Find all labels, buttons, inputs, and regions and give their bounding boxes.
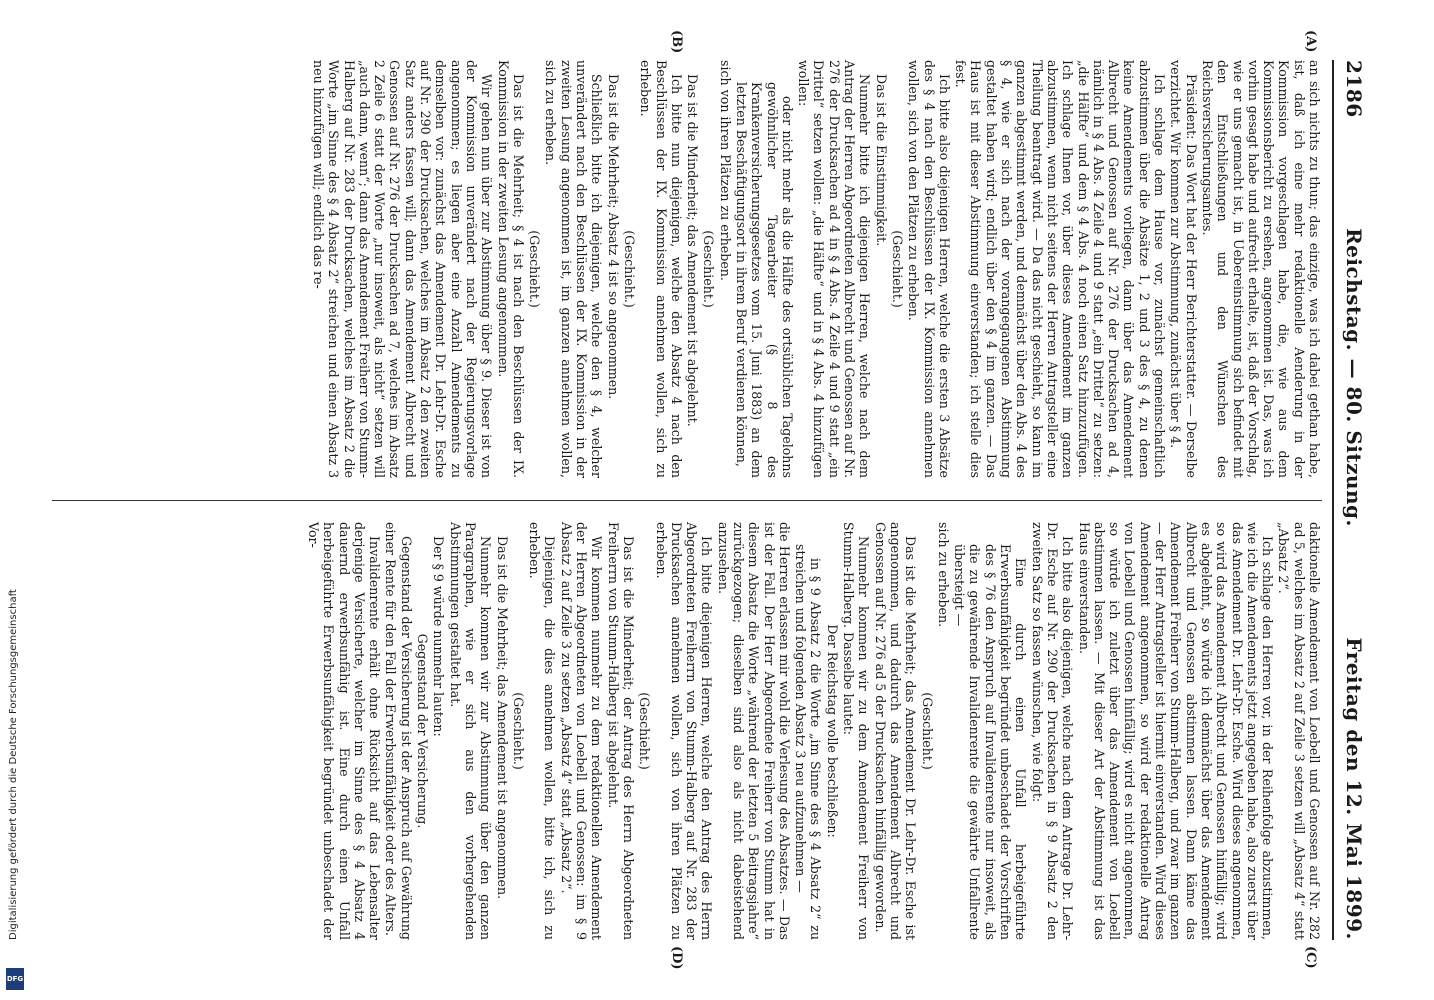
paragraph: sich von ihren Plätzen zu erheben. [717, 60, 733, 281]
paragraph: Der Reichstag wolle beschließen: [824, 624, 840, 838]
paragraph: Gegenstand der Versicherung. [415, 633, 431, 829]
paragraph: an sich nichts zu thun; das einzige, was ich dabei gethan habe, ist, daß ich eine mehr redaktionelle Aenderung in der Kommission vorgeschlagen habe, die, wie aus dem Kommissionsbericht zu ersehen, angenommen ist. Das, was ich vorhin gesagt habe und aufrecht erhalte, ist, daß der Vorschlag, wie er uns gemacht ist, in Uebereinstimmung sich befindet mit den Entschließungen und den Wünschen des Reichsversicherungsamtes. [1199, 60, 1322, 478]
dfg-logo: DFG [6, 968, 24, 990]
margin-mark-b: (B) [669, 30, 684, 54]
paragraph: (Geschieht.) [510, 692, 526, 770]
paragraph: Präsident: Das Wort hat der Herr Berichterstatter. — Derselbe verzichtet. Wir kommen zur Abstimmung, zunächst über § 4. [1168, 60, 1199, 478]
paragraph: Das ist die Einstimmigkeit. [873, 74, 889, 247]
paragraph: Schließlich bitte ich diejenigen, welche den § 4, welcher unverändert nach den Beschlüssen der IX. Kommission in der zweiten Lesung angenommen ist, im ganzen annehmen wollen, sich zu erheben. [543, 60, 605, 478]
margin-mark-c: (C) [1303, 946, 1318, 969]
paragraph: in § 9 Absatz 2 die Worte „im Sinne des § 4 Absatz 2“ zu streichen und folgenden Absatz 3 neu aufzunehmen — [793, 544, 824, 940]
paragraph: (Geschieht.) [889, 230, 905, 308]
paragraph: Das ist die Minderheit; das Amendement ist abgelehnt. [685, 74, 701, 427]
page-title: Reichstag. — 80. Sitzung. [1342, 228, 1366, 527]
paragraph: Wir gehen nun über zur Abstimmung über § 9. Dieser ist von der Kommission unverändert nach der Regierungsvorlage angenommen; es liegen aber eine Anzahl Amendements zu demselben vor: zunächst das Amendement Dr. Lehr-Dr. Esche auf Nr. 290 der Drucksachen, welches im Absatz 2 den zweiten Satz anders fassen will; dann das Amendement Albrecht und Genossen auf Nr. 276 der Drucksachen ad 7, welches im Absatz 2 Zeile 6 statt der Worte „nur insoweit, als nicht“ setzen will „auch dann, wenn“; dann das Amendement Freiherr von Stumm-Halberg auf Nr. 283 der Drucksachen, welches im Absatz 2 die Worte „im Sinne des § 4 Absatz 2“ streichen und einen Absatz 3 neu hinzufügen will; endlich das re- [311, 60, 495, 478]
paragraph: Nunmehr kommen wir zu dem Amendement Freiherr von Stumm-Halberg. Dasselbe lautet: [841, 522, 872, 940]
paragraph: (Geschieht.) [637, 692, 653, 770]
paragraph: Das ist die Mehrheit; das Amendement ist angenommen. [494, 536, 510, 900]
paragraph: daktionelle Amendement von Loebell und Genossen auf Nr. 282 ad 5, welches im Absatz 2 auf Zeile 3 setzen will „Absatz 4“ statt „Absatz 2“. [1276, 522, 1322, 940]
paragraph: Ich schlage dem Hause vor, zunächst gemeinschaftlich abzustimmen über die Absätze 1, 2 und 3 des § 4, zu denen keine Amendements vorliegen, dann über das Amendement Albrecht und Genossen auf Nr. 276 der Drucksachen ad 4, nämlich in § 4 Abs. 4 Zeile 4 und 9 statt „ein Drittel“ zu setzen: „die Hälfte“ und dem § 4 Abs. 4 noch einen Satz hinzuzufügen. Ich schlage Ihnen vor, über dieses Amendement im ganzen abzustimmen, wenn nicht seitens der Herren Antragsteller eine Theilung beantragt wird. — Da das nicht geschieht, so kann im ganzen abgestimmt werden, und demnächst über den Abs. 4 des § 4, wie er sich nach der vorangegangenen Abstimmung gestaltet haben wird; endlich über den § 4 im ganzen. — Das Haus ist mit dieser Abstimmung einverstanden; ich stelle dies fest. [953, 60, 1168, 478]
paragraph: Das ist die Mehrheit; Absatz 4 ist so angenommen. [605, 74, 621, 400]
paragraph: (Geschieht.) [919, 692, 935, 770]
page-number: 2186 [1342, 60, 1366, 118]
paragraph: (Geschieht.) [701, 230, 717, 308]
paragraph: Das ist die Mehrheit; § 4 ist nach den Beschlüssen der IX. Kommission in der zweiten Lesung angenommen. [495, 60, 526, 478]
document-page [44, 30, 1374, 970]
paragraph: Wir kommen nunmehr zu dem redaktionellen Amendement der Herren Abgeordneten von Loebell und Genossen: im § 9 Absatz 2 auf Zeile 3 zu setzen „Absatz 4“ statt „Absatz 2“. [558, 522, 605, 940]
paragraph: Der § 9 würde nunmehr lauten: [431, 536, 447, 737]
paragraph: Gegenstand der Versicherung ist der Anspruch auf Gewährung einer Rente für den Fall der Erwerbsunfähigkeit oder des Alters. [383, 522, 414, 940]
paragraph: sich zu erheben. [935, 522, 951, 628]
page-header [1332, 60, 1374, 940]
paragraph: Nunmehr bitte ich diejenigen Herren, welche nach dem Antrag der Herren Abgeordneten Albrecht und Genossen auf Nr. 276 der Drucksachen ad 4 in § 4 Abs. 4 Zeile 4 und 9 statt „ein Drittel“ setzen wollen: „die Hälfte“ und in § 4 Abs. 4 hinzufügen wollen: [796, 60, 873, 478]
right-column [305, 522, 1322, 940]
paragraph: Ich bitte also diejenigen, welche nach dem Antrage Dr. Lehr-Dr. Esche auf Nr. 290 der Drucksachen in § 9 Absatz 2 den zweiten Satz so fassen wünschen, wie folgt: [1029, 522, 1076, 940]
paragraph: die Herren erlassen mir wohl die Verlesung des Absatzes. — Das ist der Fall. Der Herr Abgeordnete Freiherr von Stumm hat in diesem Absatz die Worte „während der letzten 5 Beitragsjahre“ zurückgezogen; dieselben sind also als nicht dabeistehend anzusehen. [715, 522, 792, 940]
paragraph: oder nicht mehr als die Hälfte des ortsüblichen Tagelohns gewöhnlicher Tagearbeiter (§ 8 des Krankenversicherungsgesetzes vom 15. Juni 1883) an dem letzten Beschäftigungsort in ihrem Beruf verdienen können, [734, 82, 795, 478]
margin-mark-d: (D) [669, 946, 684, 970]
paragraph: Ich schlage den Herren vor, in der Reihenfolge abzustimmen, wie ich die Amendements jetzt angegeben habe, also zuerst über das Amendement Dr. Lehr-Dr. Esche. Wird dieses angenommen, so wird das Amendement Albrecht und Genossen hinfällig; wird es abgelehnt, so würde ich demnächst über das Amendement Albrecht und Genossen abstimmen lassen. Dann käme das Amendement Freiherr von Stumm-Halberg, und zwar im ganzen — der Herr Antragsteller ist hiermit einverstanden. Wird dieses Amendement angenommen, so wird der redaktionelle Antrag von Loebell und Genossen hinfällig; wird es nicht angenommen, so würde ich zuletzt über das Amendement von Loebell abstimmen lassen. — Mit dieser Art der Abstimmung ist das Haus einverstanden. [1076, 522, 1276, 940]
paragraph: Ich bitte nun diejenigen, welche den Absatz 4 nach den Beschlüssen der IX. Kommission annehmen wollen, sich zu erheben. [638, 60, 684, 478]
paragraph: Das ist die Minderheit; der Antrag des Herrn Abgeordneten Freiherrn von Stumm-Halberg ist abgelehnt. [605, 522, 636, 940]
paragraph: Eine durch einen Unfall herbeigeführte Erwerbsunfähigkeit begründet unbeschadet der Vorschriften des § 76 den Anspruch auf Invalidenrente nur insoweit, als die zu gewährende Invalidenrente die gewährte Unfallrente übersteigt — [952, 544, 1029, 940]
paragraph: Ich bitte also diejenigen Herren, welche die ersten 3 Absätze des § 4 nach den Beschlüssen der IX. Kommission annehmen wollen, sich von den Plätzen zu erheben. [906, 60, 952, 478]
paragraph: (Geschieht.) [527, 230, 543, 308]
left-column [310, 60, 1322, 478]
paragraph: Diejenigen, die dies annehmen wollen, bitte ich, sich zu erheben. [527, 522, 558, 940]
margin-mark-a: (A) [1303, 30, 1318, 53]
digitization-note: Digitalisierung gefördert durch die Deutsche Forschungsgemeinschaft [8, 589, 19, 940]
paragraph: (Geschieht.) [621, 230, 637, 308]
column-divider [52, 500, 1322, 501]
page-date: Freitag den 12. Mai 1899. [1342, 637, 1366, 940]
paragraph: Invalidenrente erhält ohne Rücksicht auf das Lebensalter derjenige Versicherte, welcher im Sinne des § 4 Absatz 4 dauernd erwerbsunfähig ist. Eine durch einen Unfall herbeigeführte Erwerbsunfähigkeit begründet unbeschadet der Vor- [306, 522, 383, 940]
paragraph: Das ist die Mehrheit; das Amendement Dr. Lehr-Dr. Esche ist angenommen, und dadurch das Amendement Albrecht und Genossen auf Nr. 276 ad 5 der Drucksachen hinfällig geworden. [872, 522, 919, 940]
paragraph: Nunmehr kommen wir zur Abstimmung über den ganzen Paragraphen, wie er sich aus den vorhergehenden Abstimmungen gestaltet hat. [447, 522, 494, 940]
paragraph: Ich bitte diejenigen Herren, welche den Antrag des Herrn Abgeordneten Freiherrn von Stumm-Halberg auf Nr. 283 der Drucksachen annehmen wollen, sich von ihren Plätzen zu erheben. [653, 522, 715, 940]
